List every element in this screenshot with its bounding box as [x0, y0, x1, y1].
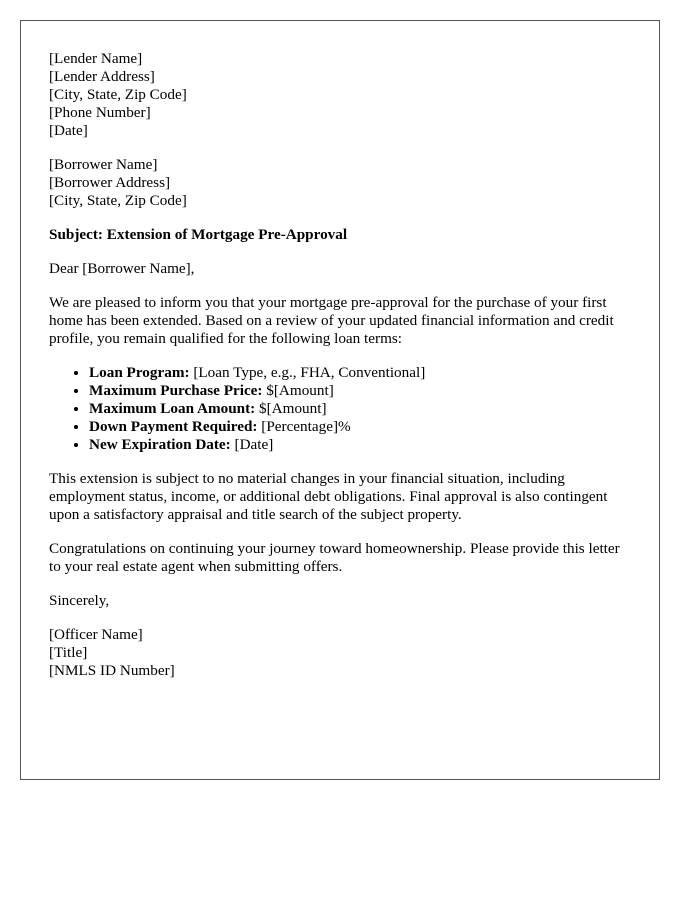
lender-name: [Lender Name] [49, 50, 143, 67]
nmls-id: [NMLS ID Number] [49, 662, 175, 679]
loan-term-label: Down Payment Required: [89, 418, 258, 435]
conditions-paragraph: This extension is subject to no material changes in your financial situation, including employment status, income, or additional debt obligations. Final approval is also contingent upon a satisfactory appraisal and title search of the subject property. [49, 470, 608, 523]
lender-phone: [Phone Number] [49, 104, 151, 121]
loan-term-item [89, 382, 631, 400]
subject-line: Subject: Extension of Mortgage Pre-Approval [49, 226, 348, 243]
loan-terms-list [49, 364, 631, 454]
borrower-name: [Borrower Name] [49, 156, 158, 173]
officer-title: [Title] [49, 644, 88, 661]
loan-term-label: New Expiration Date: [89, 436, 231, 453]
loan-term-value: $[Amount] [262, 382, 334, 399]
loan-term-value: $[Amount] [255, 400, 327, 417]
loan-term-value: [Loan Type, e.g., FHA, Conventional] [189, 364, 426, 381]
lender-info [49, 50, 631, 140]
borrower-info [49, 156, 631, 210]
lender-address: [Lender Address] [49, 68, 155, 85]
loan-term-item [89, 364, 631, 382]
loan-term-label: Maximum Loan Amount: [89, 400, 256, 417]
lender-city-state-zip: [City, State, Zip Code] [49, 86, 187, 103]
closing-paragraph: Congratulations on continuing your journey toward homeownership. Please provide this letter to your real estate agent when submitting offers. [49, 540, 620, 575]
loan-term-value: [Percentage]% [257, 418, 351, 435]
officer-name: [Officer Name] [49, 626, 143, 643]
salutation: Dear [Borrower Name], [49, 260, 195, 277]
letter-date: [Date] [49, 122, 88, 139]
borrower-city-state-zip: [City, State, Zip Code] [49, 192, 187, 209]
signature-block [49, 626, 631, 680]
intro-paragraph: We are pleased to inform you that your mortgage pre-approval for the purchase of your first home has been extended. Based on a review of your updated financial information and credit profile, you remain qualified for the following loan terms: [49, 294, 614, 347]
borrower-address: [Borrower Address] [49, 174, 171, 191]
loan-term-item [89, 400, 631, 418]
loan-term-item [89, 436, 631, 454]
loan-term-label: Maximum Purchase Price: [89, 382, 263, 399]
loan-term-label: Loan Program: [89, 364, 190, 381]
loan-term-value: [Date] [230, 436, 274, 453]
loan-term-item [89, 418, 631, 436]
letter-page [20, 20, 660, 780]
signoff: Sincerely, [49, 592, 110, 609]
